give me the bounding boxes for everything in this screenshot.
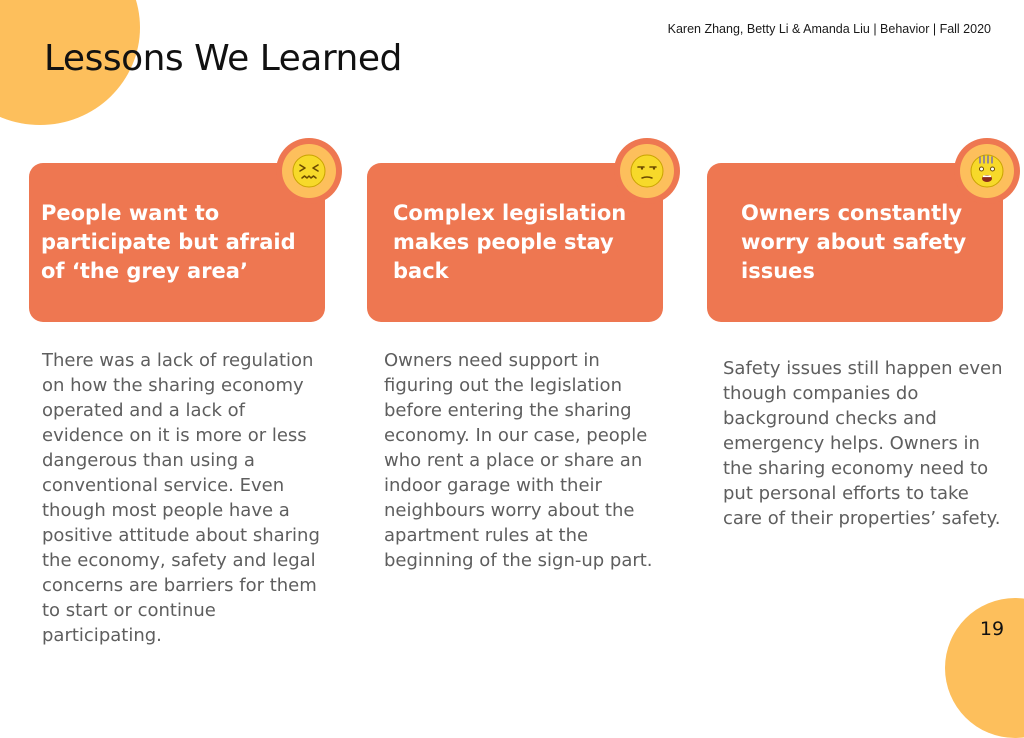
emoji-badge (954, 138, 1020, 204)
confounded-face-icon (292, 154, 326, 188)
lesson-card-2 (367, 163, 663, 322)
slide-title: Lessons We Learned (44, 38, 402, 79)
author-credit: Karen Zhang, Betty Li & Amanda Liu | Behavior | Fall 2020 (667, 22, 991, 36)
lesson-heading: Complex legislation makes people stay back (393, 201, 627, 283)
page-number: 19 (979, 618, 1005, 640)
lesson-body-1: There was a lack of regulation on how the sharing economy operated and a lack of evidence on it is more or less dangerous than using a conventional service. Even though most people have a positive attitude about sharing the economy, safety and legal concerns are barriers for them to start or continue participating. (42, 350, 320, 646)
lesson-heading: Owners constantly worry about safety issues (741, 201, 967, 283)
lesson-body-2: Owners need support in figuring out the legislation before entering the sharing economy. In our case, people who rent a place or share an indoor garage with their neighbours worry about the apartment rules at the beginning of the sign-up part. (384, 350, 653, 571)
lesson-heading: People want to participate but afraid of ‘the grey area’ (41, 201, 296, 283)
lesson-body-3: Safety issues still happen even though companies do background checks and emergency helps. Owners in the sharing economy need to put personal efforts to take care of their properties’ safety. (723, 358, 1003, 529)
fearful-face-icon (970, 154, 1004, 188)
emoji-badge (276, 138, 342, 204)
unamused-face-icon (630, 154, 664, 188)
emoji-badge (614, 138, 680, 204)
lesson-card-1 (29, 163, 325, 322)
lesson-card-3 (707, 163, 1003, 322)
